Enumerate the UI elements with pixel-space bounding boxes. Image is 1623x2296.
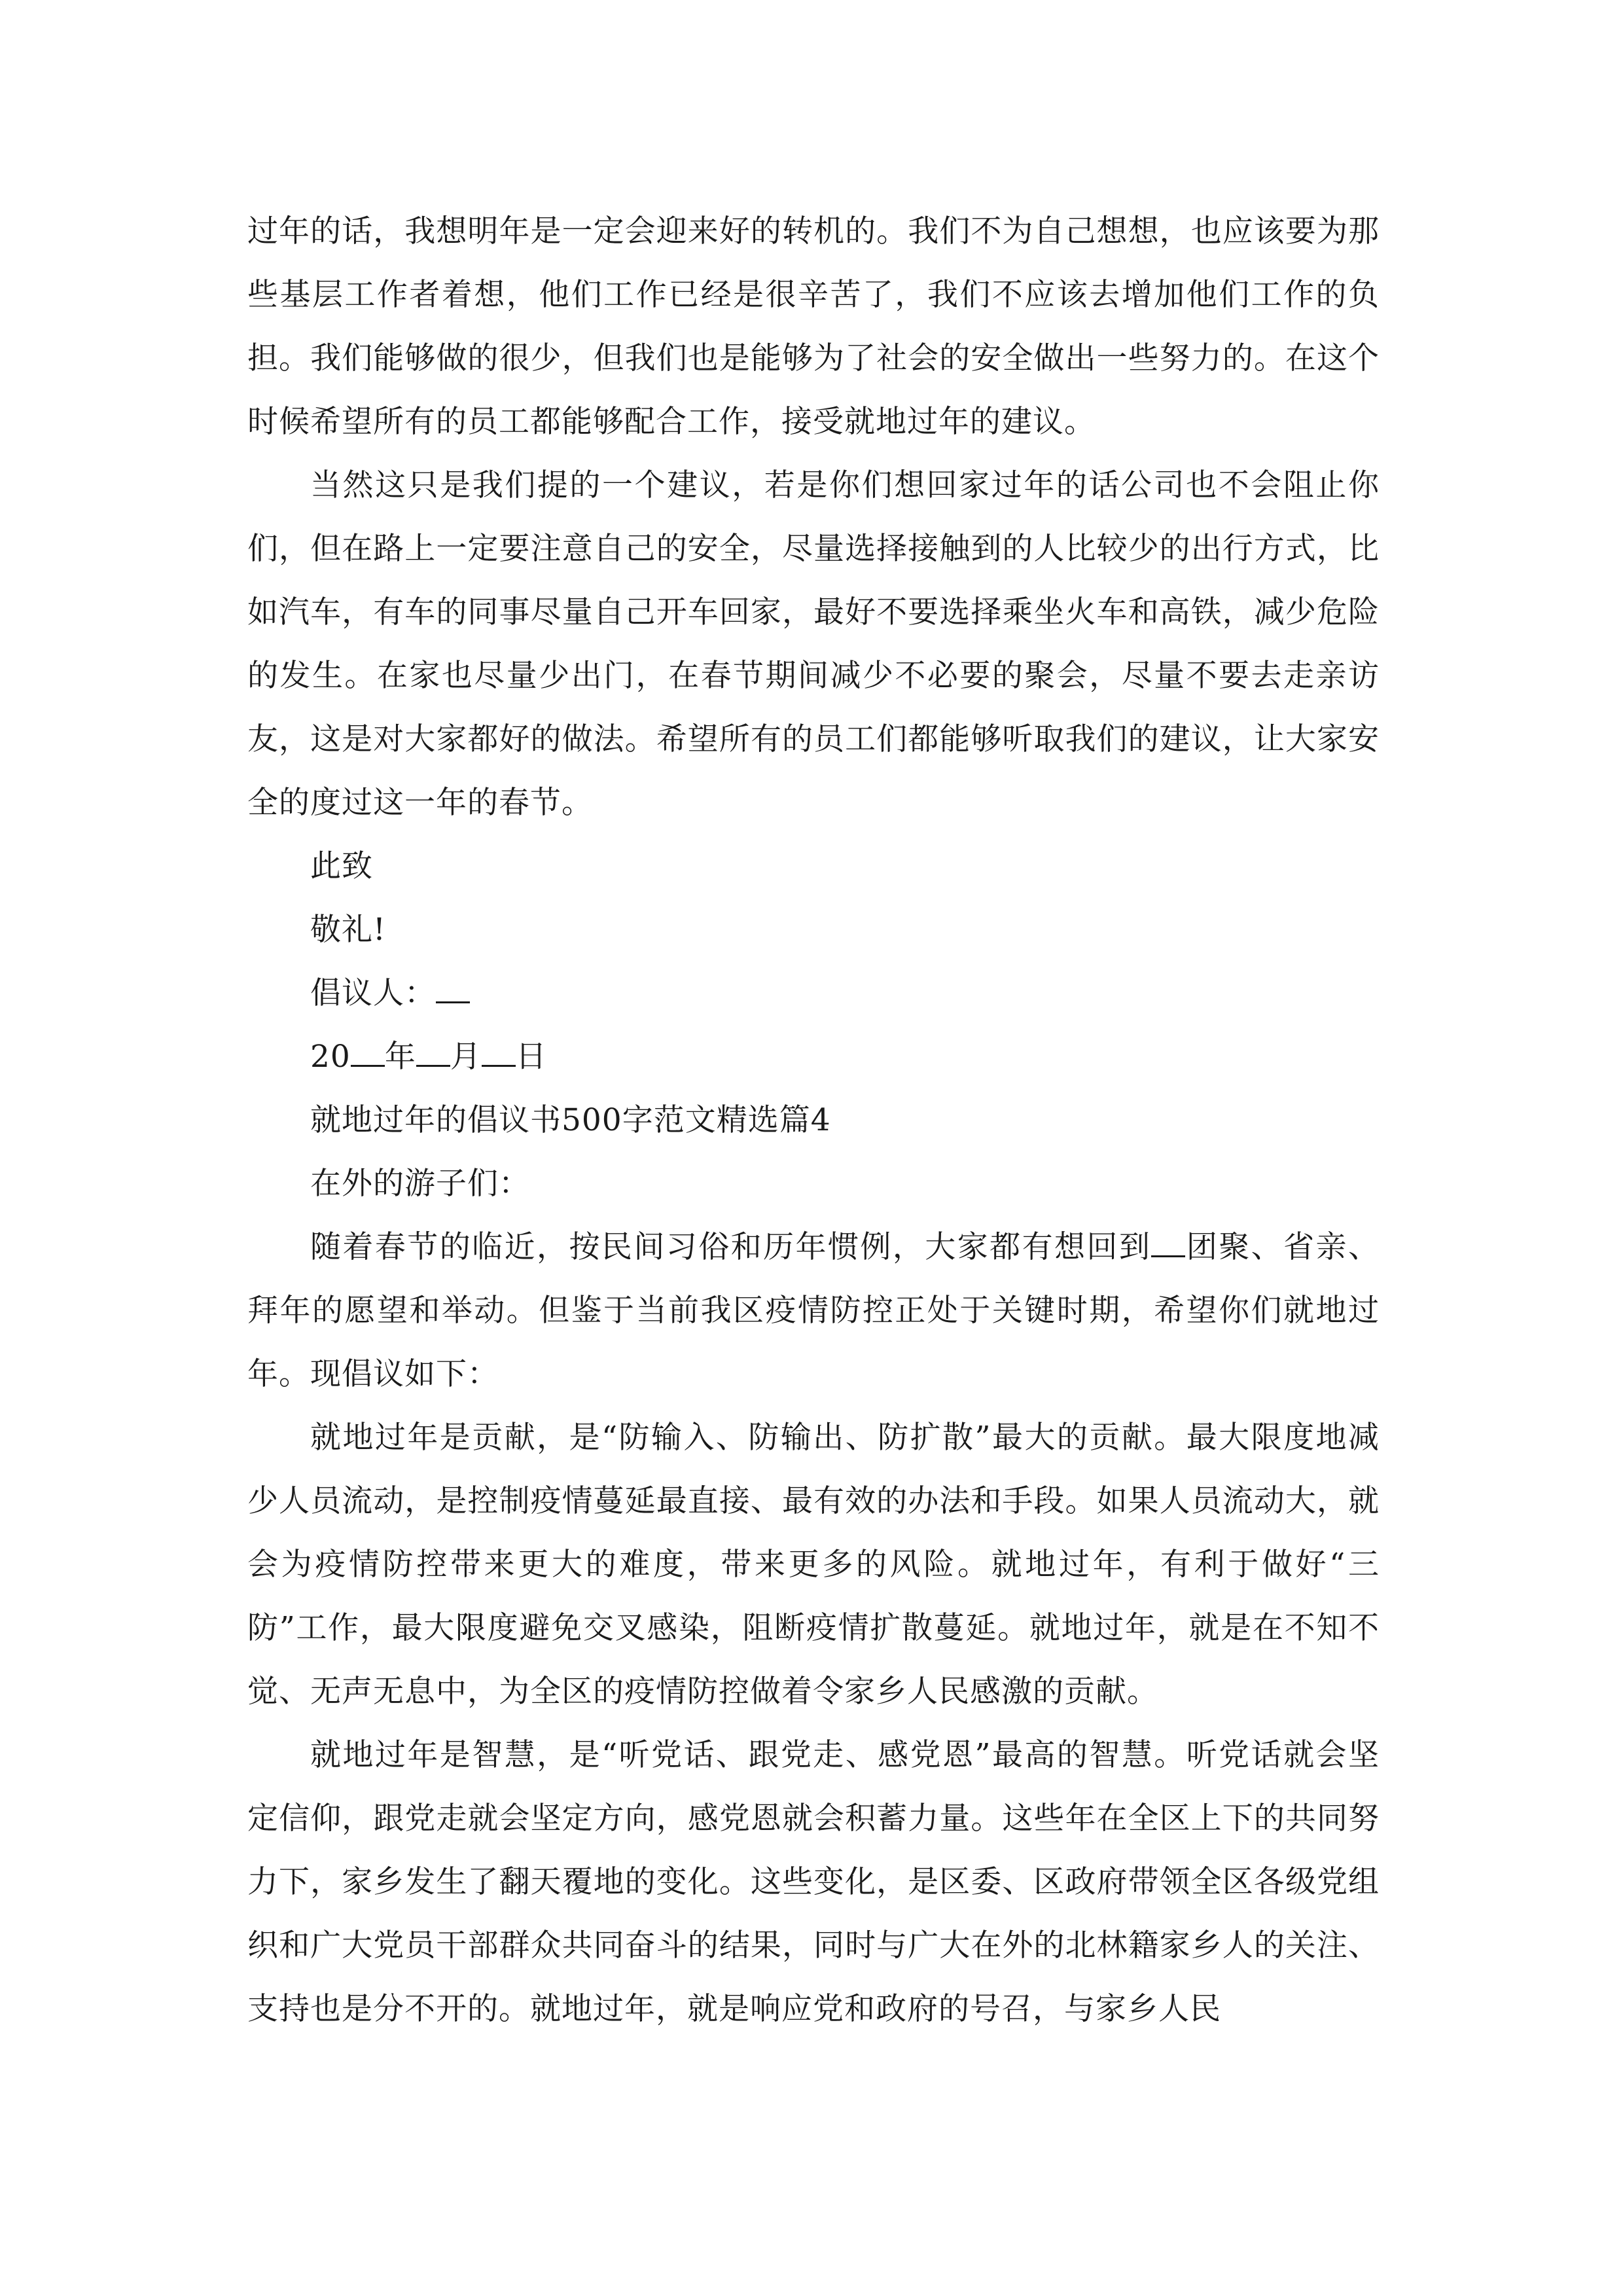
date-month: 月 (450, 1039, 482, 1075)
paragraph-3 (247, 1215, 1380, 1406)
month-blank (416, 1036, 450, 1067)
day-blank (482, 1036, 516, 1067)
closing-respect: 敬礼! (310, 912, 386, 948)
signatory-line (247, 961, 1380, 1025)
signatory-blank (436, 973, 470, 1003)
paragraph-5: 就地过年是智慧，是“听党话、跟党走、感党恩”最高的智慧。听党话就会坚定信仰，跟党走就会坚定方向，感党恩就会积蓄力量。这些年在全区上下的共同努力下，家乡发生了翻天覆地的变化。这些变化，是区委、区政府带领全区各级党组织和广大党员干部群众共同奋斗的结果，同时与广大在外的北林籍家乡人的关注、支持也是分不开的。就地过年，就是响应党和政府的号召，与家乡人民 (247, 1737, 1380, 2027)
hometown-blank (1151, 1227, 1185, 1257)
date-line (247, 1025, 1380, 1088)
paragraph-1: 过年的话，我想明年是一定会迎来好的转机的。我们不为自己想想，也应该要为那些基层工作者着想，他们工作已经是很辛苦了，我们不应该去增加他们工作的负担。我们能够做的很少，但我们也是能够为了社会的安全做出一些努力的。在这个时候希望所有的员工都能够配合工作，接受就地过年的建议。 (247, 213, 1380, 440)
paragraph-3-end: 团聚、省亲、拜年的愿望和举动。但鉴于当前我区疫情防控正处于关键时期，希望你们就地过年。现倡议如下： (247, 1229, 1380, 1392)
date-year: 年 (384, 1039, 416, 1075)
paragraph-4: 就地过年是贡献，是“防输入、防输出、防扩散”最大的贡献。最大限度地减少人员流动，是控制疫情蔓延最直接、最有效的办法和手段。如果人员流动大，就会为疫情防控带来更大的难度，带来更多的风险。就地过年，有利于做好“三防”工作，最大限度避免交叉感染，阻断疫情扩散蔓延。就地过年，就是在不知不觉、无声无息中，为全区的疫情防控做着令家乡人民感激的贡献。 (247, 1420, 1380, 1710)
date-prefix: 20 (310, 1039, 351, 1075)
year-blank (351, 1036, 385, 1067)
paragraph-2: 当然这只是我们提的一个建议，若是你们想回家过年的话公司也不会阻止你们，但在路上一定要注意自己的安全，尽量选择接触到的人比较少的出行方式，比如汽车，有车的同事尽量自己开车回家，最好不要选择乘坐火车和高铁，减少危险的发生。在家也尽量少出门，在春节期间减少不必要的聚会，尽量不要去走亲访友，这是对大家都好的做法。希望所有的员工们都能够听取我们的建议，让大家安全的度过这一年的春节。 (247, 467, 1380, 821)
section-heading: 就地过年的倡议书500字范文精选篇4 (310, 1102, 831, 1138)
paragraph-3-start: 随着春节的临近，按民间习俗和历年惯例，大家都有想回到 (310, 1229, 1152, 1265)
date-day: 日 (515, 1039, 547, 1075)
signatory-label: 倡议人： (310, 975, 436, 1011)
document-page (247, 200, 1380, 2041)
greeting: 在外的游子们： (310, 1166, 530, 1202)
closing-salutation: 此致 (310, 848, 373, 884)
